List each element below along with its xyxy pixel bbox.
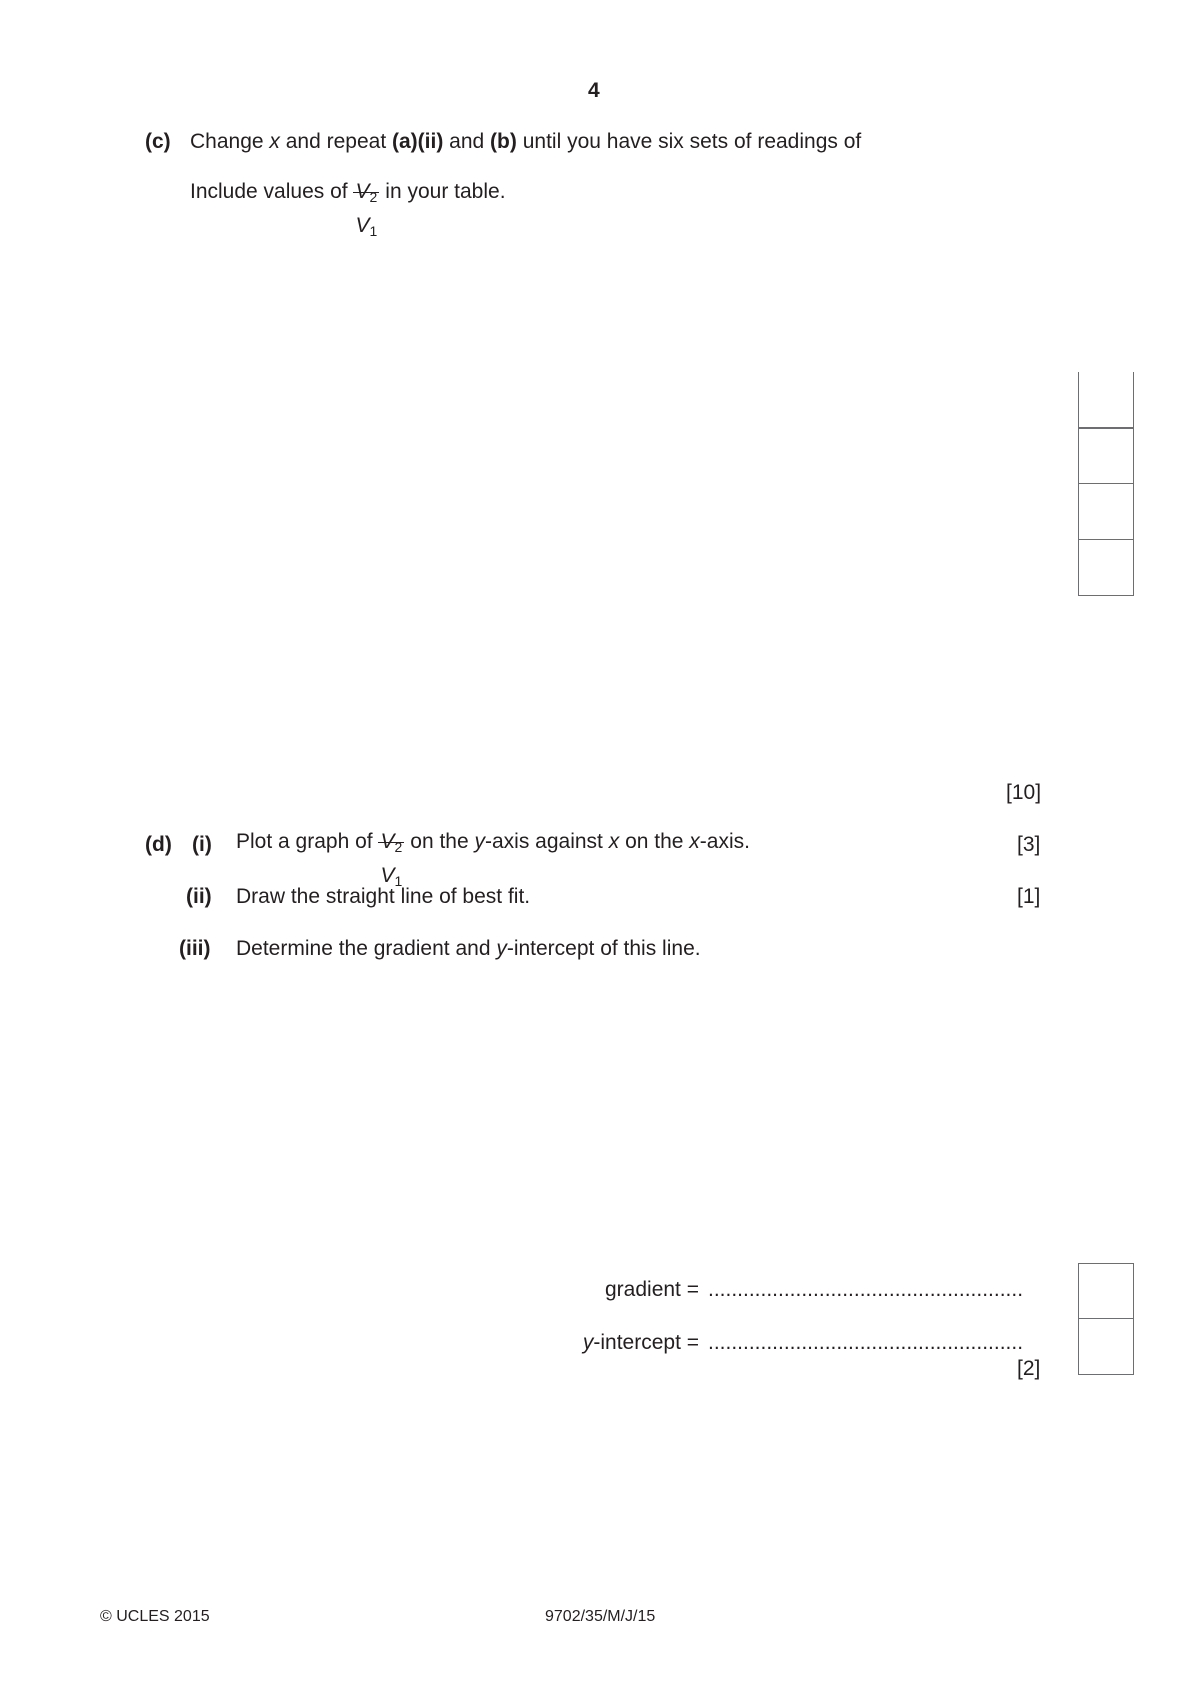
var-x: x [269,130,280,153]
ref-a-ii: (a)(ii) [392,130,444,153]
examiner-mark-boxes-d [1078,1263,1134,1375]
part-c-marks: [10] [1006,781,1042,804]
part-d-iii-label: (iii) [179,937,211,960]
mark-box [1078,1319,1134,1375]
part-d-label: (d) [145,833,172,856]
mark-box [1078,428,1134,484]
footer-paper-code: 9702/35/M/J/15 [545,1608,656,1625]
gradient-answer-field[interactable]: ...................................................... [708,1279,1024,1300]
mark-box [1078,540,1134,596]
fraction-v2-over-v1: $V_2$ $V_1$ [378,812,404,872]
part-d-ii-marks: [1] [1017,885,1041,908]
page-number: 4 [588,79,600,102]
part-d-i-text: Plot a graph of $V_2$ $V_1$ on the y-axis against x on the x-axis. [236,812,750,872]
footer-copyright: © UCLES 2015 [100,1608,210,1625]
part-d-i-marks: [3] [1017,833,1041,856]
mark-box [1078,1263,1134,1319]
y-intercept-label: y-intercept = [582,1331,699,1354]
part-d-iii-marks: [2] [1017,1357,1041,1380]
part-c-label: (c) [145,130,171,153]
part-c-instruction: Change x and repeat (a)(ii) and (b) until you have six sets of readings of [190,130,862,153]
ref-b: (b) [490,130,517,153]
part-d-ii-label: (ii) [186,885,212,908]
mark-box [1078,484,1134,540]
fraction-v2-over-v1: $V_2$ $V_1$ [353,162,379,222]
examiner-mark-boxes-c [1078,372,1134,596]
part-c-include-line: Include values of $V_2$ $V_1$ in your table. [190,162,506,222]
part-d-i-label: (i) [192,833,212,856]
gradient-label: gradient = [605,1278,699,1301]
part-d-ii-text: Draw the straight line of best fit. [236,885,531,908]
mark-box [1078,372,1134,428]
part-d-iii-text: Determine the gradient and y-intercept of this line. [236,937,701,960]
y-intercept-answer-field[interactable]: ...................................................... [708,1332,1024,1353]
